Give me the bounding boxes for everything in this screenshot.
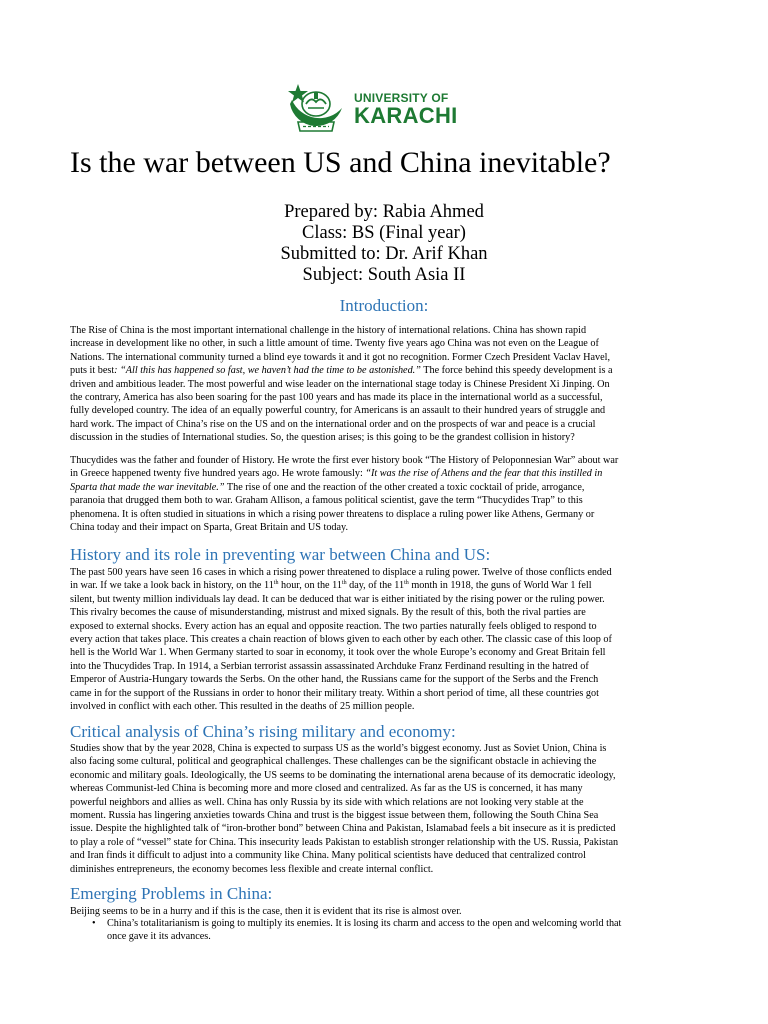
intro-paragraph-1: The Rise of China is the most important international challenge in the history of international relations. China has shown rapid increase in development like no other, in such a little amount of time. Twenty five years ago China was not even on the League of Nations. The international community turned a blind eye towards it and it got no recognition. Former Czech President Vaclav Havel, puts it best: “All this has happened so fast, we haven’t had the time to be astonished.” The force behind this speedy development is a driven and ambitious leader. The most powerful and wise leader on the international stage today is Chinese President Xi Jinping. On the contrary, America has also been soaring for the past 100 years and has made its place in the international world as a successful, fully developed country. The idea of an equally powerful country, for Americans is an assault to their hundred years of struggle and hard work. The impact of China’s rise on the US and on the international order and on the prospects of war and peace is a crucial discussion in the studies of International studies. So, the question arises; is this going to be the grandest collision in history? bbox=[70, 325, 613, 444]
intro-paragraph-2: Thucydides was the father and founder of History. He wrote the first ever history book “The History of Peloponnesian War” about war in Greece happened twenty five hundred years ago. He wrote famously: “It was the rise of Athens and the fear that this instilled in Sparta that made the war inevitable.” The rise of one and the reaction of the other created a toxic cocktail of pride, arrogance, paranoia that drugged them both to war. Graham Allison, a famous political scientist, gave the term “Thucydides Trap” to this phenomena. It is often studied in situations in which a rising power threatens to displace a ruling power like Athens, Germany or China today and their impact on Sparta, Great Britain and US today. bbox=[70, 455, 619, 534]
list-item: • China’s totalitarianism is going to multiply its enemies. It is losing its charm and access to the open and welcoming world that once gave it its advances. bbox=[92, 918, 622, 943]
class-info: Class: BS (Final year) bbox=[302, 223, 466, 243]
bullet-icon: • bbox=[92, 918, 96, 929]
heading-emerging-problems: Emerging Problems in China: bbox=[70, 884, 273, 903]
logo-line-university: UNIVERSITY OF bbox=[354, 91, 449, 105]
document-title: Is the war between US and China inevitable? bbox=[70, 146, 611, 179]
emerging-problems-list bbox=[0, 917, 768, 944]
logo-line-karachi: KARACHI bbox=[354, 103, 458, 128]
emerging-intro: Beijing seems to be in a hurry and if this is the case, then it is evident that its rise is almost over. bbox=[70, 906, 462, 917]
subject-info: Subject: South Asia II bbox=[302, 265, 466, 285]
critical-analysis-paragraph: Studies show that by the year 2028, China is expected to surpass US as the world’s biggest economy. Just as Soviet Union, China is also facing some cultural, political and geographical challenges. These challenges can be the significant obstacle in achieving the economic and military goals. Ideologically, the US seems to be dominating the international arena because of its democratic ideology, whereas Communist-led China is becoming more and more closed and centralized. As far as the US is concerned, it has many powerful neighbors and allies as well. China has only Russia by its side with which relations are not looking very stable at the moment. Russia has lingering anxieties towards China and trust is the biggest issue between them, following the South China Sea issue. Despite the highlighted talk of “iron-brother bond” between China and Pakistan, Islamabad feels a bit insecure as it is predicted to play a role of “vessel” state for China. This insecurity leads Pakistan to establish stronger relationship with the US. Russia, Pakistan and Iran finds it difficult to adjust into a community like China. Many political scientists have deduced that centralized control diminishes entrepreneurs, the economy becomes less flexible and create internal conflict. bbox=[70, 743, 619, 875]
university-logo bbox=[284, 74, 484, 140]
crescent-star-emblem-icon bbox=[284, 74, 350, 140]
heading-introduction: Introduction: bbox=[339, 296, 429, 315]
logo-wordmark bbox=[354, 92, 458, 127]
submitted-to: Submitted to: Dr. Arif Khan bbox=[280, 244, 488, 264]
prepared-by: Prepared by: Rabia Ahmed bbox=[284, 202, 484, 222]
heading-history: History and its role in preventing war between China and US: bbox=[70, 545, 491, 564]
heading-critical-analysis: Critical analysis of China’s rising military and economy: bbox=[70, 722, 456, 741]
history-paragraph: The past 500 years have seen 16 cases in which a rising power threatened to displace a ruling power. Twelve of those conflicts ended in war. If we take a look back in history, on the 11th hour, on the 11th day, of the 11th month in 1918, the guns of World War 1 fell silent, but twenty million individuals lay dead. It can be deduced that war is either initiated by the rising power or the ruling power. This rivalry becomes the cause of misunderstanding, mistrust and mixed signals. By the result of this, both the rival parties are exposed to external shocks. Every action has an equal and opposite reaction. The two parties naturally feels obliged to respond to every action that takes place. This creates a chain reaction of blows given to each other by each other. The classic case of this loop of hell is the World War 1. When Germany started to soar in economy, it took over the whole Europe’s economy and Great Britain fell into the Thucydides Trap. In 1914, a Serbian terrorist assassin assassinated Archduke Franz Ferdinand resulting in the hatred of Emperor of Austria-Hungary towards the Serbs. On the other hand, the Russians came for the support of the Serbs and the French came in for the support of the Russians in order to honor their military treaty. Within a short period of time, all these countries got involved in conflict with each other. This resulted in the deaths of 25 million people. bbox=[70, 567, 612, 713]
author-info bbox=[0, 202, 768, 286]
